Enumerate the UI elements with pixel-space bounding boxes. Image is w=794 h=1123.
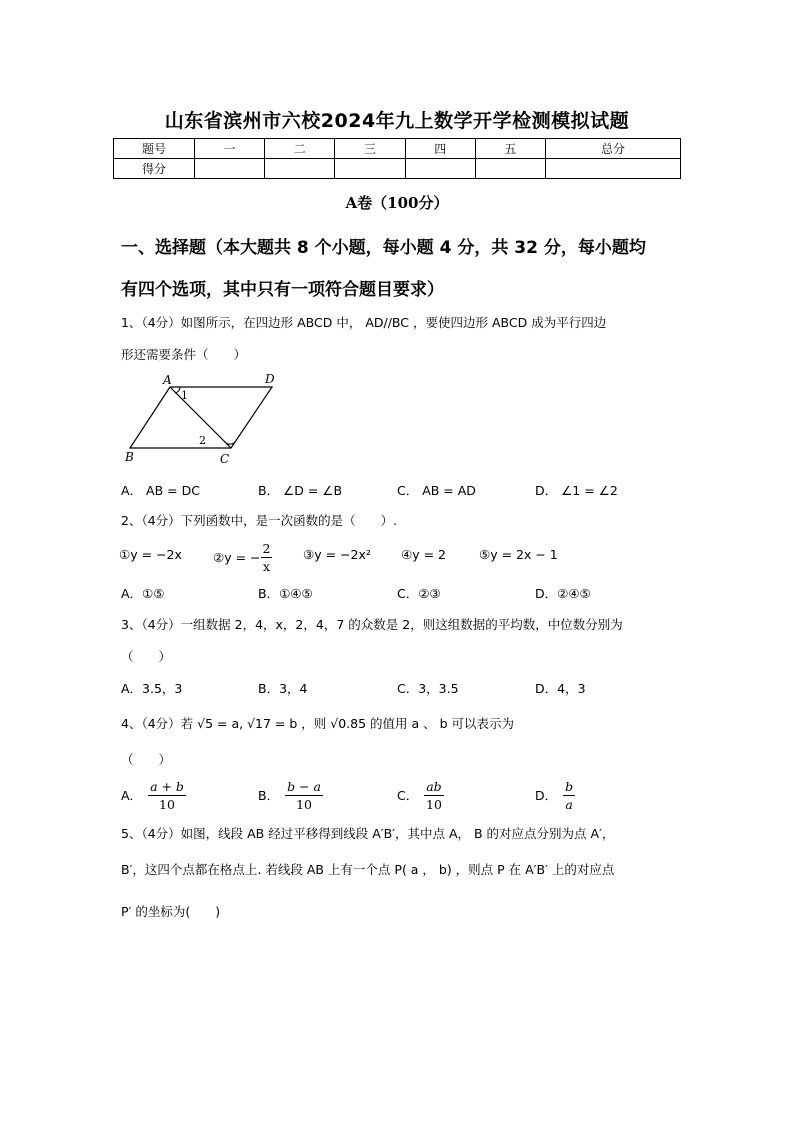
score-header-cell: 三 [335,139,405,159]
q4-option-b-label: B． [258,788,280,803]
q2-function-1: ①y = −2x [119,547,182,562]
fraction-denominator: 10 [296,796,312,812]
vertex-label-d: D [265,372,275,386]
q5-text-line3: P′ 的坐标为( ) [121,904,221,919]
q3-text-line2: （ ） [121,649,172,664]
q3-option-c: C．3，3.5 [397,681,459,696]
q1-parallelogram-figure [118,370,288,470]
q5-text-line2: B′，这四个点都在格点上. 若线段 AB 上有一个点 P( a ， b) ，则点 P 在 A′B′ 上的对应点 [121,862,615,877]
score-table-score-row [114,159,681,179]
q4-option-b-fraction [285,778,323,813]
score-row-label: 得分 [114,159,195,179]
q2-option-b: B．①④⑤ [258,586,313,601]
q1-option-c: C． AB = AD [397,483,476,498]
section-heading-line2: 有四个选项，其中只有一项符合题目要求） [121,280,444,300]
fraction-denominator: x [262,558,270,574]
score-cell [265,159,335,179]
q4-option-d-label: D． [535,788,558,803]
q4-option-c-label: C． [397,788,419,803]
q4-option-a-label: A． [121,788,143,803]
q3-option-b: B．3，4 [258,681,308,696]
score-table [113,138,681,179]
fraction-numerator: 2 [262,540,271,556]
q1-option-b: B． ∠D = ∠B [258,483,343,498]
q4-option-a-fraction [148,778,186,813]
q4-option-d [535,776,575,814]
q4-option-d-fraction [563,778,575,813]
score-cell [475,159,545,179]
q5-text-line1: 5、（4分）如图，线段 AB 经过平移得到线段 A′B′，其中点 A， B 的对应点分别为点 A′， [121,826,615,841]
q2-function-5: ⑤y = 2x − 1 [479,547,558,562]
q3-text-line1: 3、（4分）一组数据 2，4，x，2，4，7 的众数是 2，则这组数据的平均数，中位数分别为 [121,617,623,632]
fraction-numerator: b [565,778,574,794]
q4-option-c-fraction [424,778,443,813]
fraction-numerator: a + b [150,778,184,794]
vertex-label-a: A [163,373,172,387]
score-cell [335,159,405,179]
q1-text-line2: 形还需要条件（ ） [121,347,247,362]
score-table-header-row [114,139,681,159]
score-header-cell: 一 [195,139,265,159]
q1-text-line1: 1、（4分）如图所示，在四边形 ABCD 中， AD//BC ，要使四边形 ABCD 成为平行四边 [121,315,607,330]
score-header-cell: 二 [265,139,335,159]
score-cell [405,159,475,179]
q3-option-a: A．3.5，3 [121,681,183,696]
score-header-cell: 题号 [114,139,195,159]
angle1-label: 1 [181,389,188,402]
q4-option-c [397,776,444,814]
vertex-label-b: B [125,450,134,464]
q4-option-a [121,776,186,814]
q1-option-a: A． AB = DC [121,483,200,498]
score-cell [195,159,265,179]
q2-function-3: ③y = −2x² [303,547,371,562]
score-header-cell: 四 [405,139,475,159]
score-header-cell: 五 [475,139,545,159]
vertex-label-c: C [220,452,230,466]
q2-option-d: D．②④⑤ [535,586,591,601]
q2-option-c: C．②③ [397,586,441,601]
q2-function-2-fraction [261,540,273,575]
q2-option-a: A．①⑤ [121,586,165,601]
q2-function-2 [213,537,272,577]
q3-option-d: D．4，3 [535,681,586,696]
angle2-label: 2 [199,434,206,447]
score-cell [546,159,681,179]
q4-option-b [258,776,323,814]
q2-text-line1: 2、（4分）下列函数中，是一次函数的是（ ）. [121,513,398,528]
q4-text-line2: （ ） [121,752,172,767]
fraction-denominator: 10 [159,796,175,812]
exam-title: 山东省滨州市六校2024年九上数学开学检测模拟试题 [164,110,630,132]
q2-function-2-prefix: ②y = − [213,549,261,565]
score-header-cell: 总分 [546,139,681,159]
volume-heading: A卷（100分） [345,194,449,212]
section-heading-line1: 一、选择题（本大题共 8 个小题，每小题 4 分，共 32 分，每小题均 [121,238,646,258]
fraction-denominator: a [565,796,573,812]
fraction-numerator: b − a [287,778,321,794]
q1-option-d: D． ∠1 = ∠2 [535,483,618,498]
fraction-numerator: ab [426,778,442,794]
q4-text-line1: 4、（4分）若 √5 = a, √17 = b ，则 √0.85 的值用 a 、 b 可以表示为 [121,716,515,731]
q2-function-4: ④y = 2 [401,547,446,562]
fraction-denominator: 10 [426,796,442,812]
